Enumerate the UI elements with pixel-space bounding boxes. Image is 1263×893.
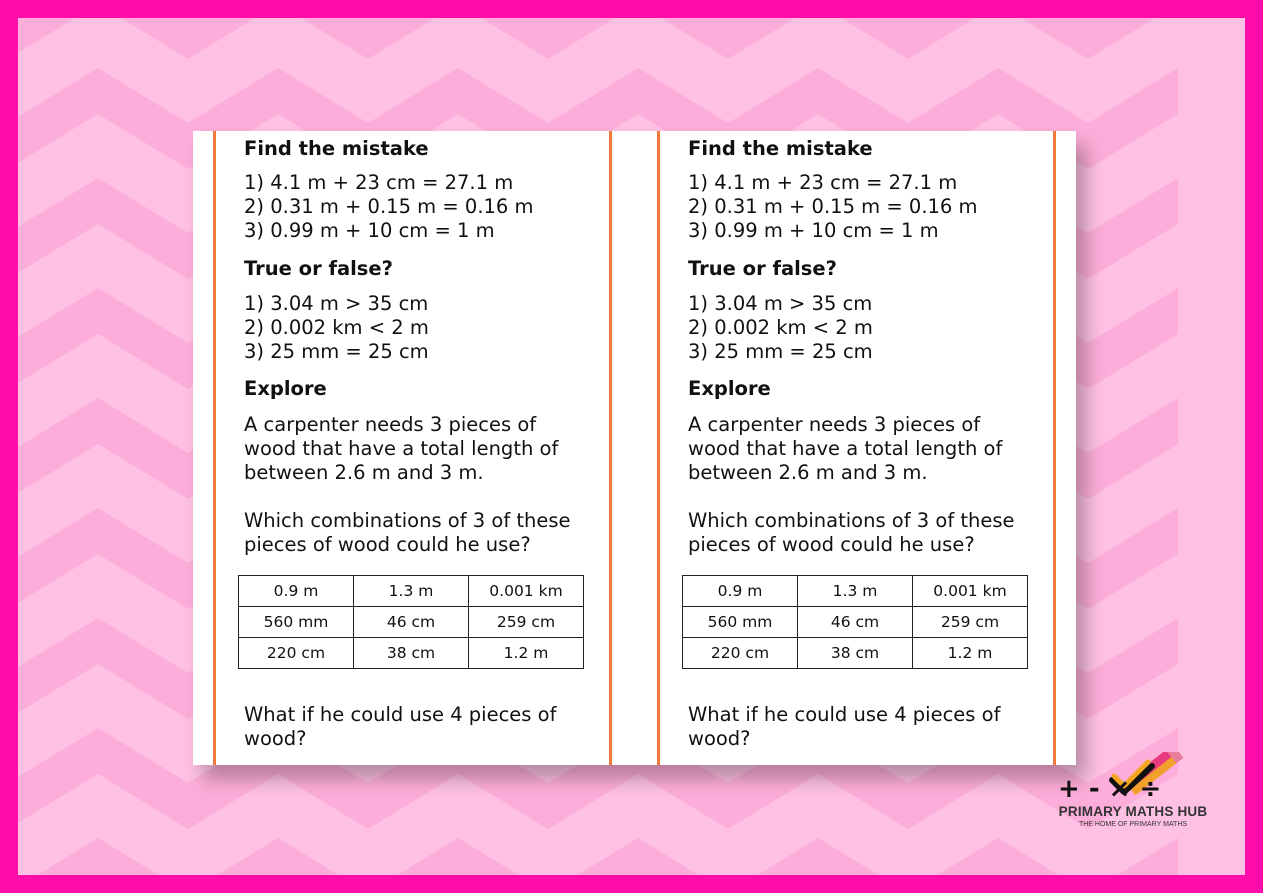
worksheet-sheet: [193, 131, 1076, 765]
table-cell: 38 cm: [354, 638, 469, 669]
explore-text-line: wood that have a total length of: [244, 437, 559, 460]
table-row: [683, 576, 1028, 607]
find-mistake-item: 2) 0.31 m + 0.15 m = 0.16 m: [244, 195, 534, 218]
true-false-item: 2) 0.002 km < 2 m: [688, 316, 873, 339]
table-cell: 0.001 km: [469, 576, 584, 607]
table-cell: 38 cm: [798, 638, 913, 669]
true-false-heading: True or false?: [688, 257, 837, 280]
pink-background: [18, 18, 1245, 875]
logo-brand-name: PRIMARY MATHS HUB: [1058, 804, 1208, 819]
explore-question-line: pieces of wood could he use?: [244, 533, 531, 556]
true-false-heading: True or false?: [244, 257, 393, 280]
challenge-card-right: [637, 131, 1081, 765]
explore-text-line: wood that have a total length of: [688, 437, 1003, 460]
find-mistake-heading: Find the mistake: [688, 137, 873, 160]
primary-maths-hub-logo: [1040, 752, 1225, 832]
table-cell: 220 cm: [683, 638, 798, 669]
table-cell: 560 mm: [683, 607, 798, 638]
table-cell: 1.2 m: [913, 638, 1028, 669]
table-cell: 1.3 m: [798, 576, 913, 607]
explore-heading: Explore: [244, 377, 327, 400]
explore-text-line: A carpenter needs 3 pieces of: [688, 413, 981, 436]
explore-question-line: Which combinations of 3 of these: [244, 509, 571, 532]
table-cell: 0.001 km: [913, 576, 1028, 607]
maths-symbols: + - × ÷: [1058, 774, 1162, 804]
explore-text-line: A carpenter needs 3 pieces of: [244, 413, 537, 436]
table-row: [239, 576, 584, 607]
card-border-left: [213, 131, 216, 765]
true-false-item: 1) 3.04 m > 35 cm: [688, 292, 873, 315]
table-row: [683, 638, 1028, 669]
table-cell: 1.2 m: [469, 638, 584, 669]
find-mistake-item: 3) 0.99 m + 10 cm = 1 m: [244, 219, 495, 242]
true-false-item: 2) 0.002 km < 2 m: [244, 316, 429, 339]
explore-text-line: between 2.6 m and 3 m.: [688, 461, 928, 484]
table-cell: 259 cm: [913, 607, 1028, 638]
final-question-line: What if he could use 4 pieces of: [688, 703, 1001, 726]
wood-lengths-table: [682, 575, 1028, 669]
card-border-left: [657, 131, 660, 765]
table-cell: 1.3 m: [354, 576, 469, 607]
table-cell: 46 cm: [354, 607, 469, 638]
table-cell: 46 cm: [798, 607, 913, 638]
explore-heading: Explore: [688, 377, 771, 400]
chevron-stripe: [18, 838, 1178, 875]
table-row: [239, 607, 584, 638]
true-false-item: 3) 25 mm = 25 cm: [688, 340, 873, 363]
true-false-item: 1) 3.04 m > 35 cm: [244, 292, 429, 315]
true-false-item: 3) 25 mm = 25 cm: [244, 340, 429, 363]
explore-text-line: between 2.6 m and 3 m.: [244, 461, 484, 484]
explore-question-line: Which combinations of 3 of these: [688, 509, 1015, 532]
final-question-line: What if he could use 4 pieces of: [244, 703, 557, 726]
final-question-line: wood?: [244, 727, 307, 750]
table-cell: 0.9 m: [683, 576, 798, 607]
explore-question-line: pieces of wood could he use?: [688, 533, 975, 556]
find-mistake-item: 2) 0.31 m + 0.15 m = 0.16 m: [688, 195, 978, 218]
chevron-stripe: [18, 18, 1178, 59]
table-row: [239, 638, 584, 669]
find-mistake-heading: Find the mistake: [244, 137, 429, 160]
find-mistake-item: 3) 0.99 m + 10 cm = 1 m: [688, 219, 939, 242]
card-border-right: [1053, 131, 1056, 765]
table-cell: 220 cm: [239, 638, 354, 669]
table-row: [683, 607, 1028, 638]
find-mistake-item: 1) 4.1 m + 23 cm = 27.1 m: [688, 171, 958, 194]
card-border-right: [609, 131, 612, 765]
logo-tagline: THE HOME OF PRIMARY MATHS: [1078, 821, 1188, 828]
final-question-line: wood?: [688, 727, 751, 750]
challenge-card-left: [193, 131, 637, 765]
table-cell: 259 cm: [469, 607, 584, 638]
wood-lengths-table: [238, 575, 584, 669]
table-cell: 0.9 m: [239, 576, 354, 607]
table-cell: 560 mm: [239, 607, 354, 638]
find-mistake-item: 1) 4.1 m + 23 cm = 27.1 m: [244, 171, 514, 194]
